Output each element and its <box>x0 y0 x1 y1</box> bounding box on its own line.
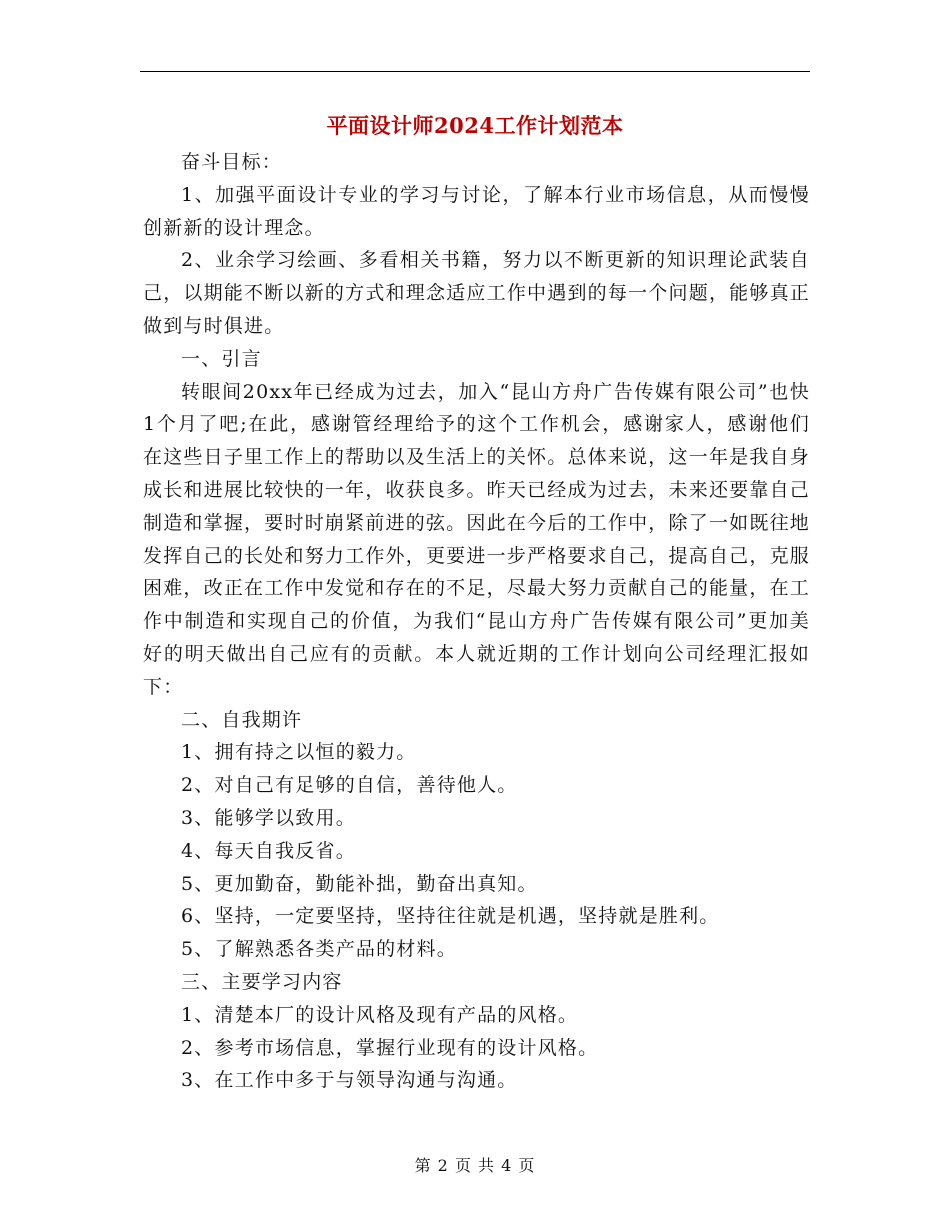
paragraph-goal-heading: 奋斗目标： <box>181 151 283 173</box>
section-heading-self-expectation: 二、自我期许 <box>181 708 303 731</box>
list-item: 3、在工作中多于与领导沟通与沟通。 <box>181 1069 518 1092</box>
list-item: 6、坚持，一定要坚持，坚持往往就是机遇，坚持就是胜利。 <box>181 905 720 928</box>
list-item: 2、参考市场信息，掌握行业现有的设计风格。 <box>181 1036 599 1059</box>
list-item: 5、了解熟悉各类产品的材料。 <box>181 938 457 961</box>
list-item: 1、拥有持之以恒的毅力。 <box>181 741 417 764</box>
document-title: 平面设计师2024工作计划范本 <box>326 113 624 138</box>
list-item: 2、对自己有足够的自信，善待他人。 <box>181 774 518 797</box>
document-body <box>143 146 810 1097</box>
list-item: 3、能够学以致用。 <box>181 806 356 829</box>
list-item: 5、更加勤奋，勤能补拙，勤奋出真知。 <box>181 872 538 895</box>
page-number: 第 2 页 共 4 页 <box>414 1156 536 1175</box>
list-item: 1、清楚本厂的设计风格及现有产品的风格。 <box>181 1003 579 1026</box>
paragraph-goal-2: 2、业余学习绘画、多看相关书籍，努力以不断更新的知识理论武装自己，以期能不断以新的方式和理念适应工作中遇到的每一个问题，能够真正做到与时俱进。 <box>143 249 810 337</box>
section-heading-intro: 一、引言 <box>181 347 262 370</box>
paragraph-intro: 转眼间20xx年已经成为过去，加入“昆山方舟广告传媒有限公司”也快1个月了吧;在此，感谢管经理给予的这个工作机会，感谢家人，感谢他们在这些日子里工作上的帮助以及生活上的关怀。总体来说，这一年是我自身成长和进展比较快的一年，收获良多。昨天已经成为过去，未来还要靠自己制造和掌握，要时时崩紧前进的弦。因此在今后的工作中，除了一如既往地发挥自己的长处和努力工作外，更要进一步严格要求自己，提高自己，克服困难，改正在工作中发觉和存在的不足，尽最大努力贡献自己的能量，在工作中制造和实现自己的价值，为我们“昆山方舟广告传媒有限公司”更加美好的明天做出自己应有的贡献。本人就近期的工作计划向公司经理汇报如下： <box>143 380 810 698</box>
list-item: 4、每天自我反省。 <box>181 839 356 862</box>
paragraph-goal-1: 1、加强平面设计专业的学习与讨论，了解本行业市场信息，从而慢慢创新新的设计理念。 <box>143 183 810 239</box>
header-rule <box>140 71 810 72</box>
section-heading-learning: 三、主要学习内容 <box>181 970 343 993</box>
